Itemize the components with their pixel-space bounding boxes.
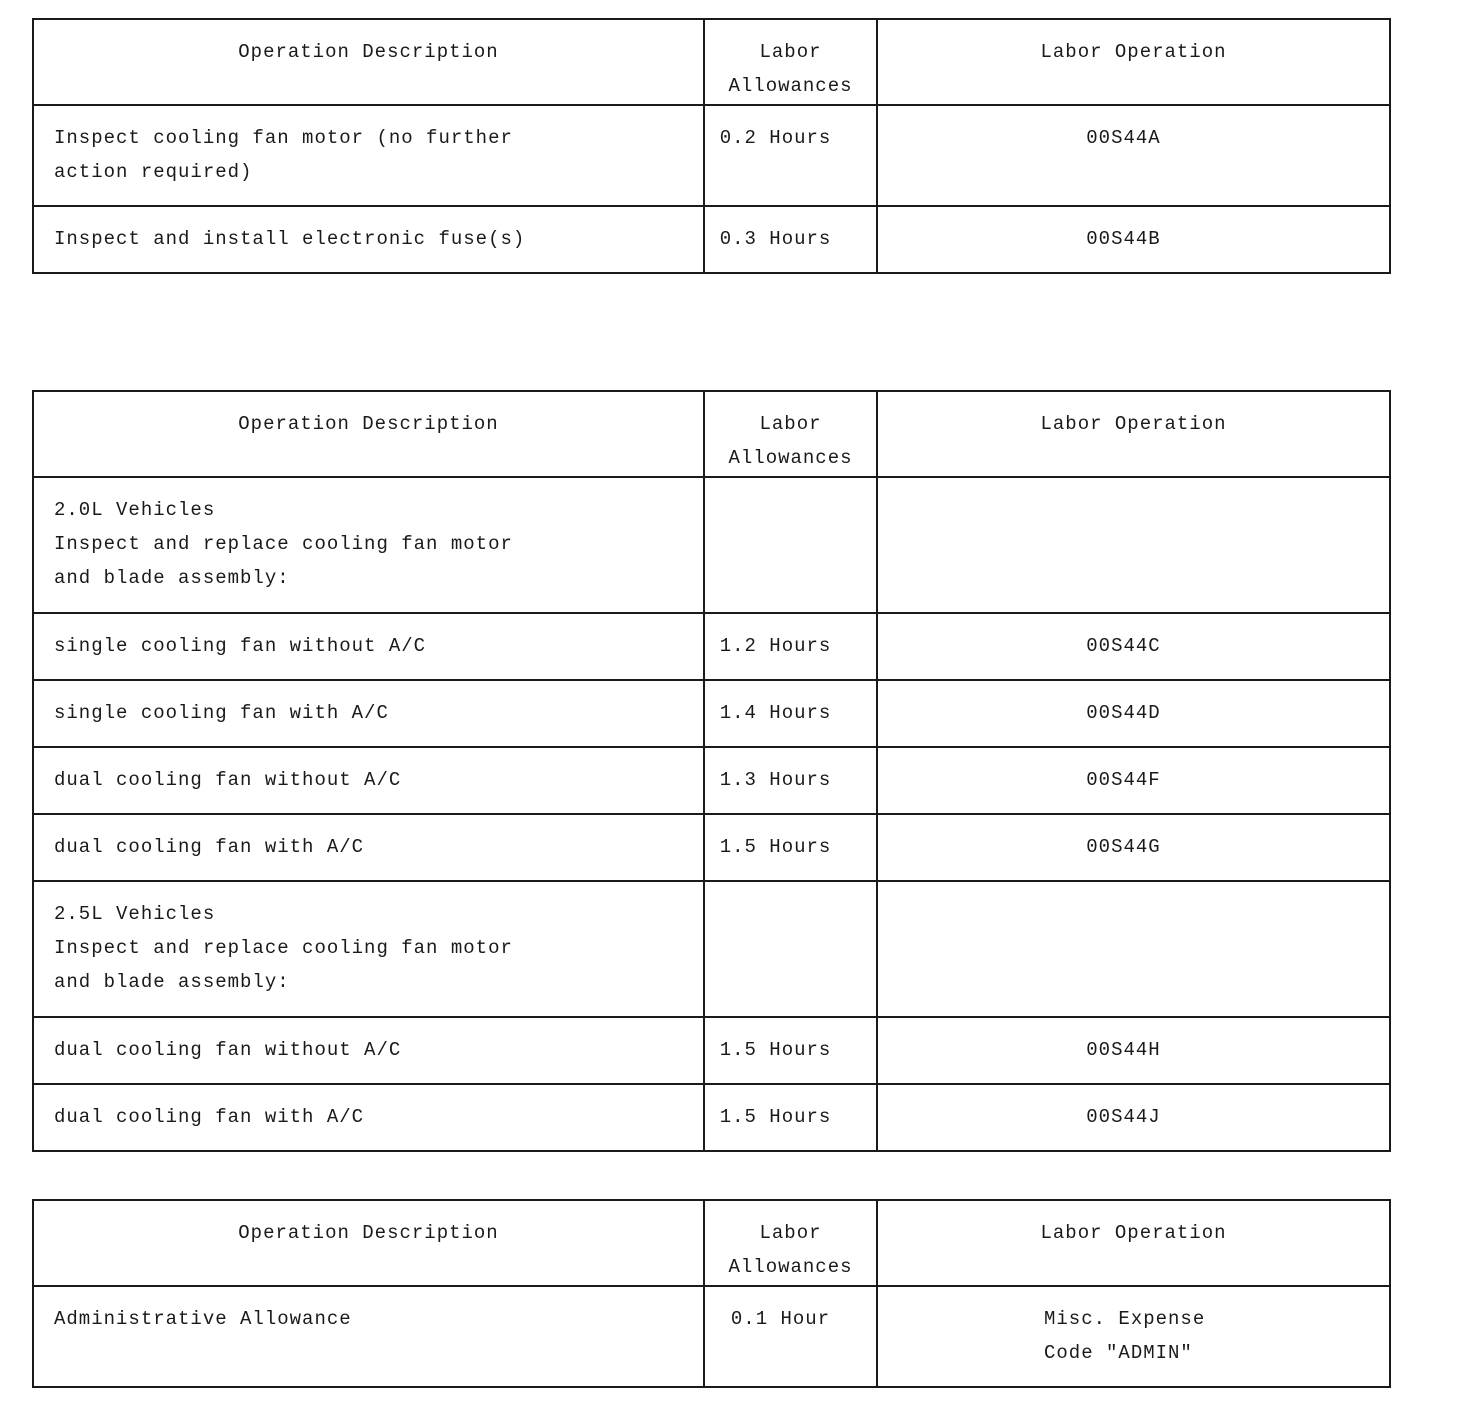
header-labor-operation: Labor Operation [877, 1200, 1390, 1286]
labor-operation-code: 00S44C [877, 613, 1390, 680]
labor-table-administrative [32, 1199, 1391, 1388]
table-section-row-2-5l [33, 881, 1390, 1017]
labor-allowance: 1.5 Hours [704, 814, 877, 881]
operation-description: single cooling fan with A/C [33, 680, 704, 747]
operation-description: dual cooling fan without A/C [33, 747, 704, 814]
header-labor-operation: Labor Operation [877, 19, 1390, 105]
labor-allowance [704, 881, 877, 1017]
header-labor-allowances: Labor Allowances [704, 1200, 877, 1286]
header-labor-allowances: Labor Allowances [704, 391, 877, 477]
operation-description: Inspect and install electronic fuse(s) [33, 206, 704, 273]
table-row [33, 680, 1390, 747]
labor-operation-code [877, 881, 1390, 1017]
labor-allowance: 0.1 Hour [704, 1286, 877, 1387]
labor-allowance: 1.4 Hours [704, 680, 877, 747]
operation-description: dual cooling fan with A/C [33, 814, 704, 881]
labor-operation-code: 00S44D [877, 680, 1390, 747]
labor-allowance: 1.3 Hours [704, 747, 877, 814]
labor-allowance: 0.2 Hours [704, 105, 877, 206]
table-row [33, 613, 1390, 680]
operation-description: Inspect cooling fan motor (no further action required) [33, 105, 704, 206]
table-header-row [33, 19, 1390, 105]
header-operation-description: Operation Description [33, 1200, 704, 1286]
labor-allowance: 1.5 Hours [704, 1017, 877, 1084]
operation-description: 2.5L Vehicles Inspect and replace cooling fan motor and blade assembly: [33, 881, 704, 1017]
labor-operation-code: 00S44G [877, 814, 1390, 881]
operation-description: Administrative Allowance [33, 1286, 704, 1387]
operation-description: dual cooling fan without A/C [33, 1017, 704, 1084]
table-section-row-2-0l [33, 477, 1390, 613]
table-row [33, 206, 1390, 273]
operation-description: dual cooling fan with A/C [33, 1084, 704, 1151]
labor-operation-code: 00S44J [877, 1084, 1390, 1151]
labor-operation-code: 00S44A [877, 105, 1390, 206]
labor-table-fan-replacement [32, 390, 1391, 1152]
labor-operation-code: Misc. Expense Code "ADMIN" [877, 1286, 1390, 1387]
table-header-row [33, 1200, 1390, 1286]
labor-operation-code: 00S44F [877, 747, 1390, 814]
labor-operation-code [877, 477, 1390, 613]
header-labor-operation: Labor Operation [877, 391, 1390, 477]
table-header-row [33, 391, 1390, 477]
table-row [33, 105, 1390, 206]
labor-allowance: 0.3 Hours [704, 206, 877, 273]
labor-allowance: 1.5 Hours [704, 1084, 877, 1151]
table-row [33, 814, 1390, 881]
labor-operation-code: 00S44B [877, 206, 1390, 273]
table-row [33, 1084, 1390, 1151]
labor-allowance: 1.2 Hours [704, 613, 877, 680]
labor-allowance [704, 477, 877, 613]
labor-operation-code: 00S44H [877, 1017, 1390, 1084]
header-operation-description: Operation Description [33, 391, 704, 477]
table-row [33, 1017, 1390, 1084]
header-labor-allowances: Labor Allowances [704, 19, 877, 105]
table-row [33, 747, 1390, 814]
header-operation-description: Operation Description [33, 19, 704, 105]
table-row [33, 1286, 1390, 1387]
labor-table-fan-inspection [32, 18, 1391, 274]
operation-description: 2.0L Vehicles Inspect and replace cooling fan motor and blade assembly: [33, 477, 704, 613]
operation-description: single cooling fan without A/C [33, 613, 704, 680]
